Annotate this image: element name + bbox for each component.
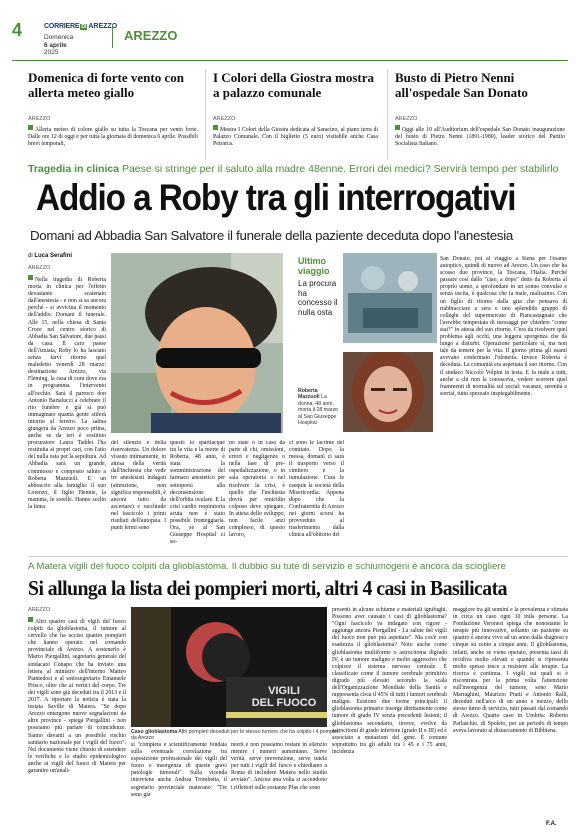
brief-tag: AREZZO [395,116,418,122]
brief-text: Mostra I Colori della Giostra dedicata al Saracino, al piano terra di Palazzo Comunale. Con il biglietto (5 euro) visitabile anche Casa Petrarca. [213,127,378,148]
story1-main-photo [111,253,283,433]
brief-3 [395,70,570,100]
brief-2 [213,70,383,100]
story2-headline: Si allunga la lista dei pompieri morti, altri 4 casi in Basilicata [28,576,507,600]
brief-title: I Colori della Giostra mostra a palazzo comunale [213,70,375,100]
story1-clinic-photo [343,253,437,343]
issue-date-value: 6 aprile [44,41,67,49]
photo1-caption-title: Ultimo viaggio [298,256,330,276]
vest-label: VIGILI DEL FUOCO [251,685,317,709]
story1-col-3: questi: lo spartiacque tra la vita e la morte di Roberta, 48 anni, è stata la somministrazione del farmaco anestetico per sottoporsi alla deconsensione dell'orbita oculare. E la crisi cardio respiratoria acuta non è stato possibile fronteggiarla. Ora, se al San Giuseppe Hospital ci so- [170,440,225,546]
story2-photo-caption-text: Altri pompieri deceduti per lo stesso tumore che ha colpito i 4 pompieri da Arezzo [131,729,340,742]
story1-col-5: ci sono le lacrime del comitato. Dopo la messa, domani ci sarà il trasporto verso il cimitero e la tumulazione. Cura le esequie la società della Misericordia. Appena dopo che la Confraternita di Arezzo nei giorni scorsi ha provveduto al trasferimento dalla clinica all'obitorio del [289,440,344,539]
masthead-logo: CORRIERE DI AREZZO [44,23,118,30]
section-divider [28,556,568,557]
brief-divider [205,70,206,160]
brief-text: Oggi alle 10 all'Auditorium dell'ospedale San Donato inaugurazione del busto di Pietro Nenni (1891-1980), leader storico del Partito Socialista Italiano. [395,127,565,148]
issue-day: Domenica [44,34,74,41]
story2-col-3: morti e non possiamo restare in silenzio mentre i numeri aumentano. Serve verità, serve prevenzione, serve tutela per tutti i vigili del fuoco e chiediamo a Roma di includere Matera nello studio avviato". Ancora una volta si accendono i riflettori sulle sostanze Pfas che sono [231,742,327,791]
header-divider [112,24,124,48]
photo2-caption-text: La donna, 48 anni, morta il 28 marzo al San Giuseppe Hospital [298,394,339,427]
story2-photo [131,607,327,727]
story1-col-6: San Donato, poi al viaggio a Siena per l'esame autoptico, quindi di nuovo ad Arezzo. Un caso che ha scosso due province, la Toscana, l'Italia. Perché passare così dallo "ciao, a dopo" detto da Roberta al proprio uomo, a sprofondare in un sonno convulso e senza uscita, è qualcosa che fa male, malissimo. Con un figlio di ritorno dalla gita che pensava di riabbracciare a sera e uno splendido gruppo di colleghi del supermercato di Piancastagnaio che l'avrebbe tempestata di messaggi per chiedere "come stai?" in attesa del suo ritorno. C'era da risolvere quel problema agli occhi, una leggera sporgenza che dà lungo a disturbi. Operazione particolare sì, ma non tale da temere per la vita. Il giorno prima gli esami avevano confermato l'idoneità. Invece Roberta è deceduta. La comunità era aspettata il suo ritorno. Con il sindaco Niccolò Volpini in testa. E fa male a tutti, anche a chi non la conosceva, vedere scorrere quel frammenti di normalità sul social: vacanze, serenità e sorrisi, tutto spezzato inspiegabilmente. [440,256,567,397]
issue-date [44,34,73,57]
brief-text: Allerta meteo di colore giallo su tutta la Toscana per vento forte. Dalle ore 12 di oggi e per tutta la giornata di domenica 6 aprile. Possibili brevi temporali, [28,127,198,148]
brief-tag: AREZZO [213,116,236,122]
story1-victim-photo [343,352,433,432]
photo2-caption [298,388,340,426]
firefighter-illustration [131,607,327,727]
story2-col-4: presenti in alcune schiume e materiali ignifughi. Possono aver causato i casi di glioblastoma? "Ogni fascicolo va indagato con rigore - aggiunge ancora Piergallini - La salute dei vigili del fuoco non può più aspettare". Ma cos'è con esattezza il glioblastoma? Noto anche come glioblastoma multiforme o astrocitoma digrado IV, è un tumore maligno e molto aggressivo che colpisce il sistema nervoso centrale. È classificato come il tumore cerebrale primitivo digrado più elevato secondo la scala dell'Organizzazione Mondiale della Sanità e rappresenta circa il 45% di tutti i tumori cerebrali maligni. Esistono due forme principali: il glioblastoma primario insorge direttamente come tumore di grado IV senza precedenti lesioni; il glioblastoma secondario, invece, evolve da astrocitomi di grado inferiore (grado II o III) ed è associato a mutazioni del gene. È comune soprattutto tra gli adulti tra i 45 e i 75 anni, incidenza [332,607,447,755]
brief-tag: AREZZO [28,116,51,122]
portrait-illustration [111,253,283,433]
story2-col-5: maggiore tra gli uomini e la prevalenza è stimata in circa un caso ogni 10 mila persone. La Fondazione Veronesi spiega che nonostante le terapie più innovative, soltanto un paziente su quattro è ancora vivo ad un anno dalla diagnosi e cinque su cento a cinque anni. Il glioblastoma, infatti, anche se viene operato, presenta tassi di recidiva molto elevati e quando si ripresenta molto spesso tesce a resistere alle terapie. La ricerca è continua. I vigili sui quali si è riscontrata per la prima volta l'attenzione sull'insorgenza del tumore, sono Mario Marraghini, Maurizio Pratti e Antonio Ralli, deceduti nell'arco di un anno e mezzo, dello stesso turno di servizio, tutti passati dal comando di Arezzo. Quarto caso in Umbria: Roberto Parlaschio, di Spoleto, per un periodo di tempo aveva lavorato al distaccamento di Bibbiena. [453,607,568,734]
story2-col-1: Altri quattro casi di vigili del fuoco colpiti da glioblastoma, il tumore al cervello che ha ucciso quattro pompieri che hanno operato nel comando provinciale di Arezzo. A sostenerlo è Marco Piergallini, segretario generale del sindacato Conapo che ha inviato una lettera al ministro dell'interno Matteo Piantedosi e al sottosegretario Emanuele Prisco, oltre che ai vertici del corpo. Tre dei vigili sono già deceduti tra il 2013 e il 2017. A riportare la notizia è stata la testata Saville di Matera. "Se dopo Arezzo emergono nuove segnalazioni da altre province - spiega Piergallini - non possiamo più parlare di coincidenze. Siamo davanti a un possibile rischio sanitario nazionale per i vigili del fuoco". Nel documento viene chiesto di estendere le verifiche e lo studio epidemiologico anche ai vigili del fuoco di Matera per garantire un'anali- [28,619,126,774]
story2-signature: F.A. [546,821,557,827]
story1-col-4: no state o in caso da parte di chi, omissioni, errori e negligenze o nella fase di pre-ospedalizzazione, o in sala operatoria o nel risolvere la crisi, è quello che l'inchiesta dovrà per omicidio colposo deve spiegare. In attesa dello sviluppo, non facile anzi complesso, di questo lavoro, [229,440,285,539]
story1-byline: di Luca Serafini [28,253,73,259]
brief-1 [28,70,198,100]
story1-col-2: del silenzio e della riservatezza. Un dolore vissuto intimamente, in attesa della verità dall'inchiesta che vede tre anestesisti indagati (attenzione, non significa responsabili, è ancora tutto da accertare) e racchiude nel fascicolo i primi risultati dell'autopsia. I punti fermi sono [111,440,166,532]
story2-kicker: A Matera vigili del fuoco colpiti da glioblastoma. Il dubbio su tute di servizio e schiumogeni è ancora da sciogliere [28,561,506,572]
issue-year: 2025 [44,49,59,56]
author-name: Luca Serafini [34,253,73,259]
brief-title: Domenica di forte vento con allerta meteo giallo [28,70,184,100]
story1-tag: AREZZO [28,265,51,271]
header-rule [12,60,568,61]
photo1-caption-text: La procura ha concesso il nulla osta [298,279,338,317]
page-number: 4 [12,20,23,40]
story2-col-2: si "completa e scientificamente fondata sulla eventuale correlazione tra esposizione professionale dei vigili del fuoco e insorgenza di queste gravi patologie tumorali". Sulla vicenda interviene anche Andrea Trombetta, il segretario provinciale materano: "Tre sono già [131,742,227,798]
photo2-caption-name: Roberta Mazzuoli [298,388,320,401]
victim-illustration [343,352,433,432]
clinic-illustration [343,253,437,343]
brief-divider [387,70,388,160]
story1-kicker-text: Paese si stringe per il saluto alla madre 48enne. Errori dei medici? Servirà tempo per stabilirlo [121,163,559,175]
brief-title: Busto di Pietro Nenni all'ospedale San Donato [395,70,528,100]
story1-headline: Addio a Roby tra gli interrogativi [36,177,516,218]
story2-tag: AREZZO [28,607,51,613]
story2-photo-caption [131,729,341,742]
story1-kicker [28,163,573,176]
story2-photo-caption-title: Caso glioblastoma [131,729,178,735]
section-name: AREZZO [124,28,178,43]
story1-subhead: Domani ad Abbadia San Salvatore il funerale della paziente deceduta dopo l'anestesia [30,228,513,243]
story1-kicker-label: Tragedia in clinica [28,163,120,175]
story1-col-1: Nella tragedia di Roberta morta in clinica per l'effetto devastante scatenato dall'anestesia - e non si sa ancora perché - si avvicina il momento dell'addio. Domani il funerale. Alle 15, nella chiesa di Santa Croce nel centro storico di Abbadia San Salvatore, due passi da casa. Il caro paese dell'Amiata, Roby lo ha lasciato senza farvi ritorno quel maledetto venerdì 28 marzo: destinazione Arezzo, via Fleming, la casa di cura dove era in programma l'intervento all'occhio. Sarà il parroco don Antonio Bartalucci a celebrare il rito funebre e già si può immaginare quanta gente stiferà intorno al feretro. La salma giungerà da Arezzo poco prima, anche se da ieri è sostituto procuratore Laura Taddei l'ha restituita ai propri cari, con l'atto del nulla osta per la sepoltura. Ad Abbadia sarà un grande, commosso e composto saluto a Roberta Mazzuoli. E un abbraccio alla famiglia: il suo Lorenzo, il figlio Hennie, la mamma, le sorelle. Hanno scelto la linea [28,277,106,510]
